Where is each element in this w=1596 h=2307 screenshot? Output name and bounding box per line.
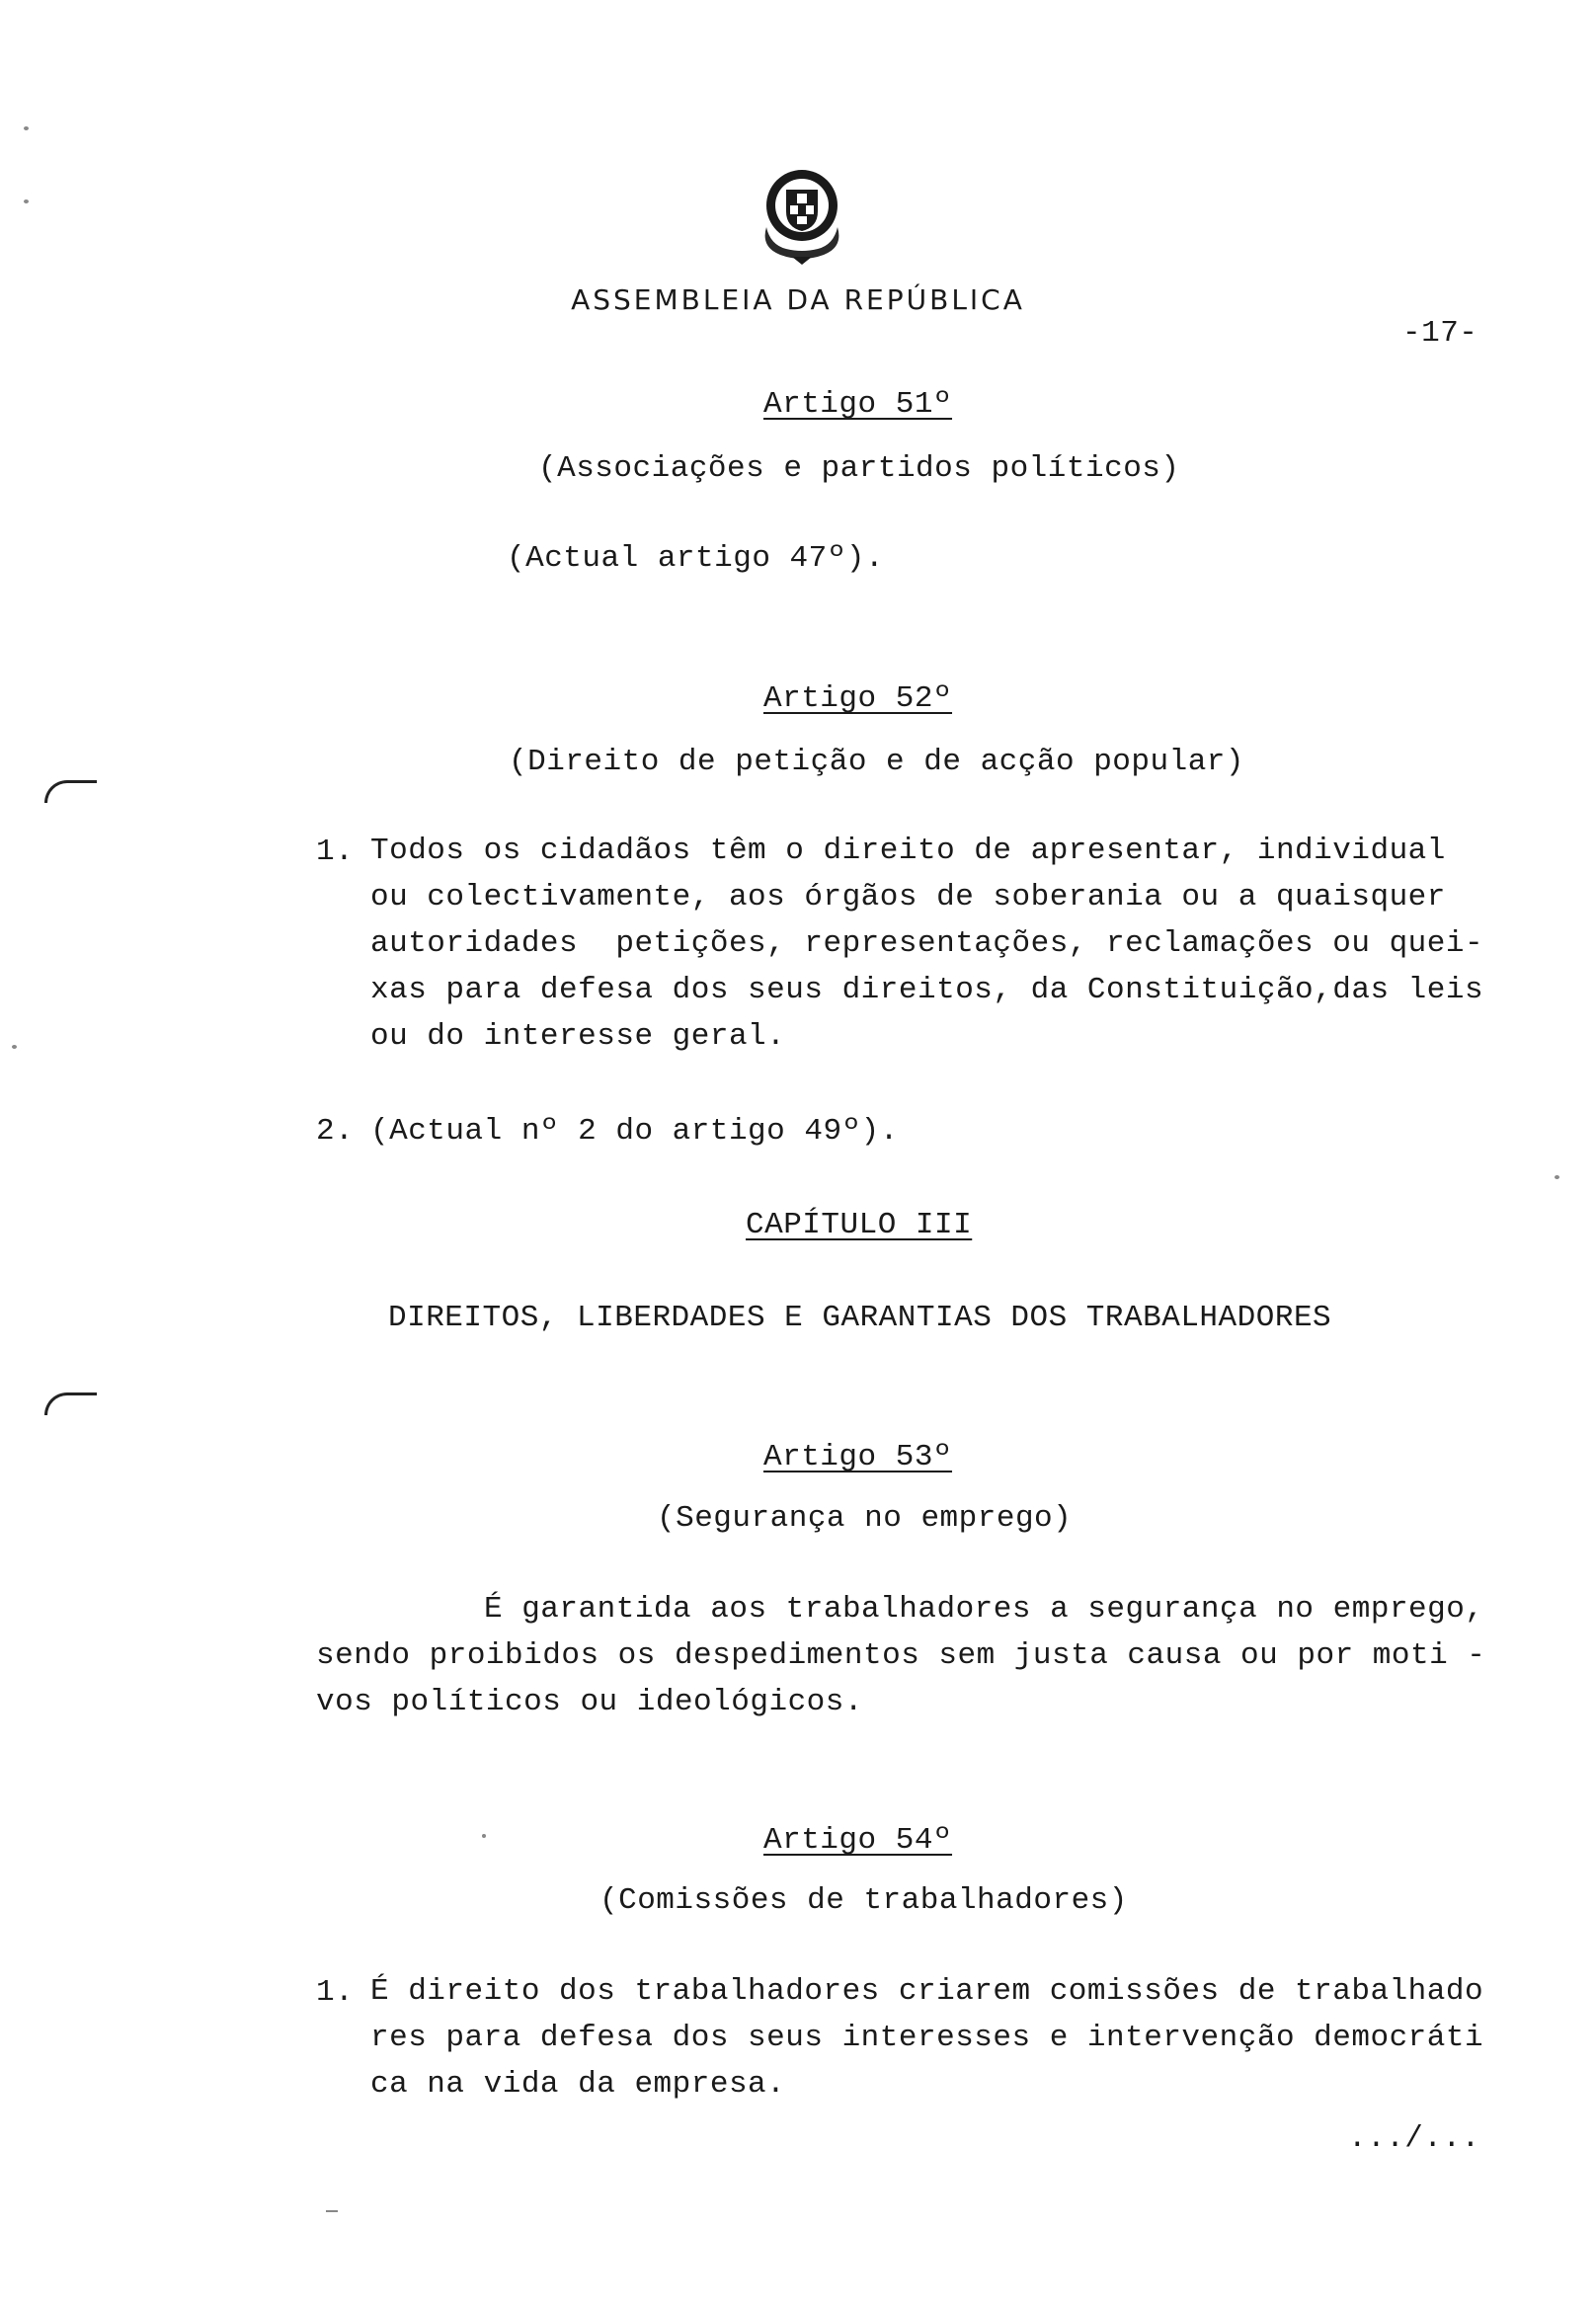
article-53-line: vos políticos ou ideológicos.: [316, 1685, 863, 1719]
chapter-subtitle: DIREITOS, LIBERDADES E GARANTIAS DOS TRABALHADORES: [388, 1301, 1332, 1335]
article-53-line: sendo proibidos os despedimentos sem justa causa ou por moti -: [316, 1638, 1486, 1673]
article-51-text: (Actual artigo 47º).: [507, 541, 885, 576]
article-53-text: [316, 1586, 1485, 1725]
article-53-line: É garantida aos trabalhadores a segurança no emprego,: [484, 1592, 1484, 1627]
scan-mark: [44, 1392, 97, 1415]
article-54-item-1-line: É direito dos trabalhadores criarem comissões de trabalhado: [370, 1974, 1484, 2009]
article-54-item-1-line: ca na vida da empresa.: [370, 2067, 786, 2102]
article-53-title: Artigo 53º: [763, 1440, 953, 1474]
chapter-title: CAPÍTULO III: [746, 1208, 973, 1242]
scan-speck: [12, 1045, 17, 1049]
article-52-item-2-number: 2.: [316, 1114, 355, 1149]
article-51-subtitle: (Associações e partidos políticos): [538, 451, 1180, 486]
article-52-item-1-line: autoridades petições, representações, reclamações ou quei-: [370, 926, 1484, 961]
article-51-title: Artigo 51º: [763, 387, 953, 422]
article-54-item-1-text: [370, 1968, 1483, 2108]
scan-speck: [326, 2210, 338, 2212]
article-52-item-1-line: xas para defesa dos seus direitos, da Constituição,das leis: [370, 973, 1484, 1007]
coat-of-arms-emblem: [753, 158, 851, 267]
continuation-mark: .../...: [1348, 2121, 1480, 2156]
scan-speck: [24, 126, 29, 130]
scan-speck: [482, 1834, 486, 1838]
article-54-subtitle: (Comissões de trabalhadores): [599, 1883, 1128, 1918]
article-52-item-1-line: ou colectivamente, aos órgãos de soberania ou a quaisquer: [370, 880, 1446, 915]
article-52-item-2-text: (Actual nº 2 do artigo 49º).: [370, 1114, 899, 1149]
article-53-subtitle: (Segurança no emprego): [657, 1501, 1073, 1536]
article-52-title: Artigo 52º: [763, 681, 953, 716]
article-52-item-1-text: [370, 828, 1483, 1060]
article-54-item-1-number: 1.: [316, 1975, 355, 2010]
scan-mark: [44, 780, 97, 803]
article-52-item-1-number: 1.: [316, 835, 355, 869]
article-52-item-1-line: Todos os cidadãos têm o direito de apresentar, individual: [370, 834, 1446, 868]
page-number: -17-: [1402, 316, 1478, 351]
scan-speck: [1555, 1175, 1559, 1179]
article-54-title: Artigo 54º: [763, 1823, 953, 1858]
scan-speck: [24, 199, 29, 203]
institution-header: ASSEMBLEIA DA REPÚBLICA: [571, 283, 1025, 316]
article-54-item-1-line: res para defesa dos seus interesses e intervenção democráti: [370, 2021, 1484, 2055]
article-52-subtitle: (Direito de petição e de acção popular): [509, 745, 1245, 779]
article-52-item-1-line: ou do interesse geral.: [370, 1019, 786, 1054]
